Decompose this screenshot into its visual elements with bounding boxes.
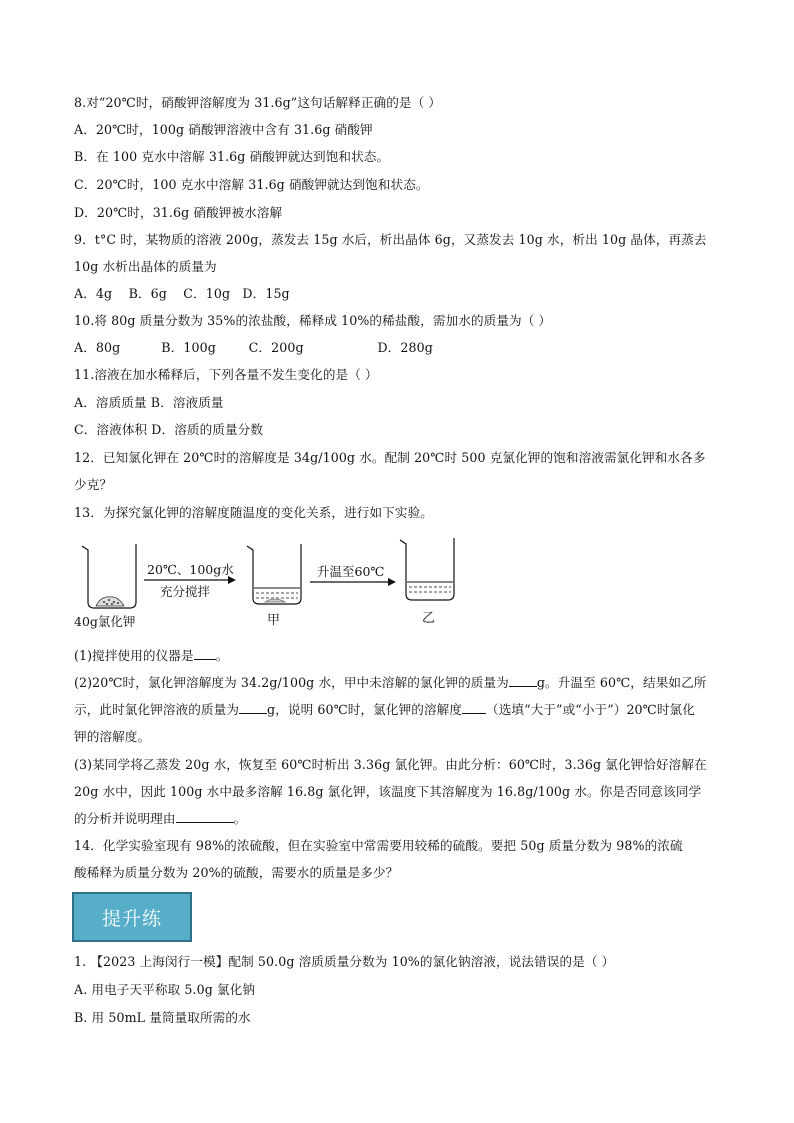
q13-sub3-text-a: 的分析并说明理由 <box>74 811 176 826</box>
q10-options: A．80g B．100g C．200g D．280g <box>74 340 433 355</box>
q9-stem-line2: 10g 水析出晶体的质量为 <box>74 259 217 274</box>
arrow1-top-label: 20℃、100g水 <box>147 562 234 577</box>
experiment-figure <box>60 530 480 635</box>
q14-line2: 酸稀释为质量分数为 20%的硫酸，需要水的质量是多少？ <box>74 865 399 880</box>
q11-options-line2: C．溶液体积 D．溶质的质量分数 <box>74 422 264 437</box>
beaker-initial <box>82 544 136 608</box>
q13-sub3-text-b: 。 <box>233 811 247 826</box>
q8-option-d: D．20℃时，31.6g 硝酸钾被水溶解 <box>74 205 283 220</box>
q8-stem: 8.对“20℃时，硝酸钾溶解度为 31.6g”这句话解释正确的是（ ） <box>74 95 442 110</box>
arrow-right-icon <box>144 576 236 584</box>
q13-sub2-line1 <box>74 674 706 692</box>
arrow1-bottom-label: 充分搅拌 <box>160 584 211 599</box>
q8-option-c: C．20℃时，100 克水中溶解 31.6g 硝酸钾就达到饱和状态。 <box>74 177 429 192</box>
label-40g-kcl: 40g氯化钾 <box>74 614 136 629</box>
q13-sub2-text-e: （选填“大于”或“小于”）20℃时氯化 <box>486 702 695 717</box>
answer-blank[interactable] <box>239 701 267 714</box>
advanced-q1-option-a: A. 用电子天平称取 5.0g 氯化钠 <box>74 982 256 997</box>
q13-sub3-line1: (3)某同学将乙蒸发 20g 水，恢复至 60℃时析出 3.36g 氯化钾。由此分析：60℃时，3.36g 氯化钾恰好溶解在 <box>74 757 707 772</box>
q13-sub1-end: 。 <box>215 648 229 663</box>
q12-line1: 12．已知氯化钾在 20℃时的溶解度是 34g/100g 水。配制 20℃时 500 克氯化钾的饱和溶液需氯化钾和水各多 <box>74 450 706 465</box>
section-title: 提升练 <box>101 907 162 930</box>
q13-sub1 <box>74 647 228 665</box>
q13-sub2-text-d: g，说明 60℃时，氯化钾的溶解度 <box>267 702 463 717</box>
arrow2-top-label: 升温至60℃ <box>317 564 385 579</box>
q11-stem: 11.溶液在加水稀释后，下列各量不发生变化的是（ ） <box>74 367 378 382</box>
section-header-box <box>72 892 192 942</box>
beaker-yi <box>400 538 454 600</box>
q8-option-b: B．在 100 克水中溶解 31.6g 硝酸钾就达到饱和状态。 <box>74 149 390 164</box>
advanced-q1-stem: 1. 【2023 上海闵行一模】配制 50.0g 溶质质量分数为 10%的氯化钠溶液，说法错误的是（ ） <box>74 954 615 969</box>
arrow-right-icon <box>310 578 396 586</box>
q10-stem: 10.将 80g 质量分数为 35%的浓盐酸，稀释成 10%的稀盐酸，需加水的质量为（ ） <box>74 313 552 328</box>
advanced-q1-option-b: B. 用 50mL 量筒量取所需的水 <box>74 1010 251 1025</box>
answer-blank[interactable] <box>176 810 234 823</box>
answer-blank[interactable] <box>509 674 537 687</box>
q13-sub2-line3: 钾的溶解度。 <box>74 729 151 744</box>
answer-blank[interactable] <box>462 701 486 714</box>
answer-blank[interactable] <box>194 647 216 660</box>
q13-sub1-text: (1)搅拌使用的仪器是 <box>74 648 194 663</box>
q8-option-a: A．20℃时，100g 硝酸钾溶液中含有 31.6g 硝酸钾 <box>74 122 373 137</box>
label-yi: 乙 <box>422 611 436 626</box>
label-jia: 甲 <box>267 613 281 628</box>
q13-sub3-line3 <box>74 810 246 828</box>
q13-sub2-text-a: (2)20℃时，氯化钾溶解度为 34.2g/100g 水，甲中未溶解的氯化钾的质量为 <box>74 675 509 690</box>
q9-stem-line1: 9．t°C 时，某物质的溶液 200g，蒸发去 15g 水后，析出晶体 6g，又蒸发去 10g 水，析出 10g 晶体，再蒸去 <box>74 232 707 247</box>
q13-sub3-line2: 20g 水中，因此 100g 水中最多溶解 16.8g 氯化钾，该温度下其溶解度为 16.8g/100g 水。你是否同意该同学 <box>74 784 702 799</box>
q12-line2: 少克？ <box>74 477 113 492</box>
q13-sub2-line2 <box>74 701 695 719</box>
q13-sub2-text-c: 示，此时氯化钾溶液的质量为 <box>74 702 240 717</box>
q13-sub2-text-b: g。升温至 60℃，结果如乙所 <box>536 675 707 690</box>
beaker-jia <box>247 544 301 604</box>
q14-line1: 14．化学实验室现有 98%的浓硫酸，但在实验室中常需要用较稀的硫酸。要把 50g 质量分数为 98%的浓硫 <box>74 838 683 853</box>
q13-stem: 13．为探究氯化钾的溶解度随温度的变化关系，进行如下实验。 <box>74 505 433 520</box>
q11-options-line1: A．溶质质量 B．溶液质量 <box>74 395 224 410</box>
q9-options: A．4g B．6g C．10g D．15g <box>74 286 290 301</box>
